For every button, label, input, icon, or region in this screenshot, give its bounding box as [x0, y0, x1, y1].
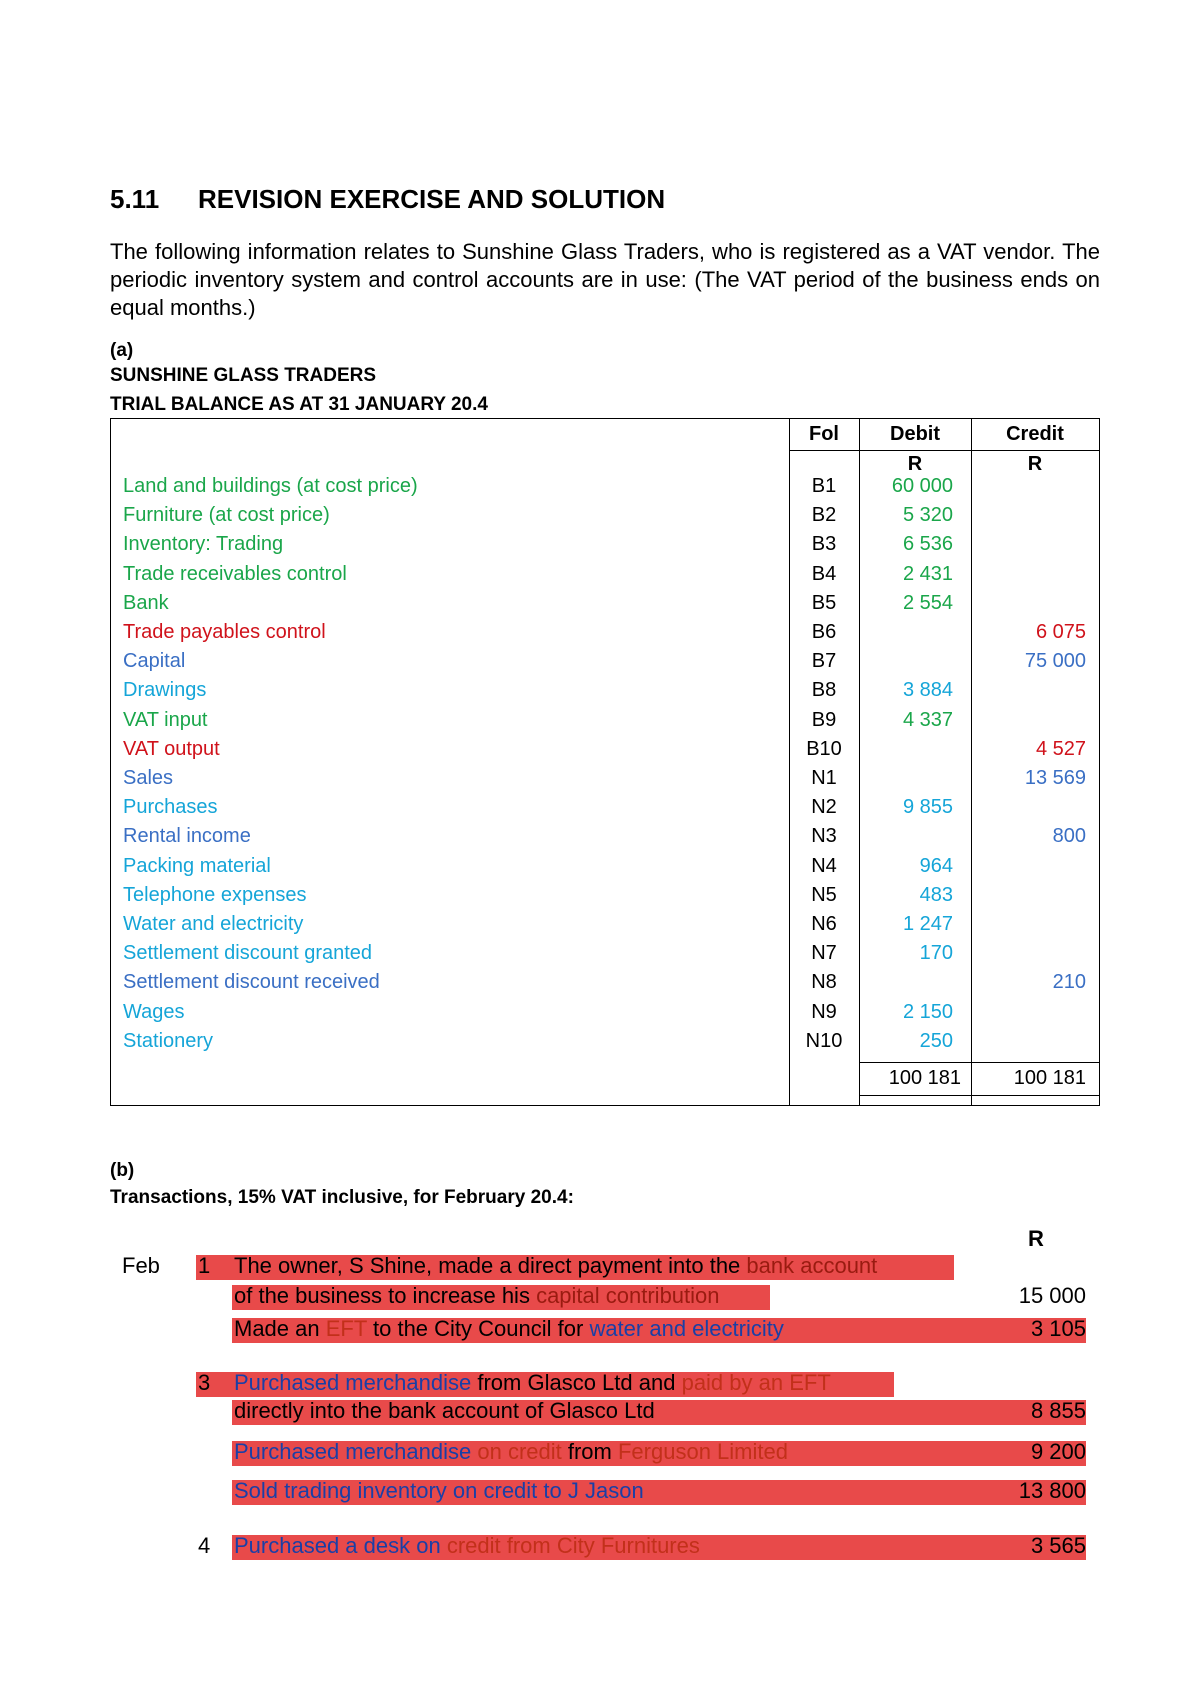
debit-amount: 964 — [919, 854, 953, 877]
folio: B1 — [811, 475, 837, 497]
debit-amount: 1 247 — [902, 913, 953, 935]
transaction-amount: 3 105 — [1030, 1316, 1086, 1341]
folio: N7 — [811, 942, 837, 965]
account-name: Stationery — [123, 1029, 214, 1052]
debit-amount: 2 150 — [902, 1000, 953, 1023]
account-name: Capital — [123, 650, 186, 673]
folio: N5 — [811, 883, 837, 906]
text-segment: on credit — [471, 1439, 562, 1464]
section-number: 5.11 — [110, 184, 160, 214]
debit-amount: 6 536 — [902, 533, 953, 556]
account-name: Trade payables control — [123, 621, 326, 643]
folio: B3 — [811, 533, 837, 556]
part-a-label: (a) — [110, 340, 134, 361]
account-name: VAT input — [123, 708, 208, 731]
transaction-text: directly into the bank account of Glasco Ltd — [234, 1398, 655, 1423]
amount-unit: R — [1028, 1226, 1044, 1251]
credit-amount: 13 569 — [1024, 767, 1086, 789]
debit-amount: 250 — [919, 1029, 953, 1052]
transaction-text — [234, 1253, 877, 1279]
trial-balance-row — [111, 563, 1101, 592]
text-segment: Purchased merchandise — [234, 1439, 472, 1464]
account-name: Water and electricity — [123, 913, 304, 935]
trial-balance-row — [111, 504, 1101, 533]
credit-unit: R — [1027, 453, 1043, 475]
folio: B9 — [811, 708, 837, 731]
transaction-amount: 9 200 — [1030, 1439, 1086, 1464]
trial-balance-row — [111, 650, 1101, 679]
trial-balance-row — [111, 942, 1101, 971]
header-fol: Fol — [809, 423, 839, 445]
transaction-text — [234, 1370, 831, 1396]
trial-balance-row — [111, 796, 1101, 825]
trial-balance-row — [111, 475, 1101, 504]
part-b-label: (b) — [110, 1160, 135, 1181]
text-segment: The owner, S Shine, made a direct payment into the — [234, 1253, 747, 1278]
account-name: Purchases — [123, 796, 218, 819]
text-segment: bank account — [746, 1253, 878, 1278]
transaction-amount: 13 800 — [1018, 1478, 1086, 1503]
trial-balance-row — [111, 767, 1101, 796]
trial-balance-row — [111, 533, 1101, 562]
text-segment: from — [561, 1439, 618, 1464]
transaction-text — [234, 1283, 720, 1309]
trial-balance-row — [111, 971, 1101, 1000]
debit-amount: 9 855 — [902, 796, 953, 819]
trial-balance-table — [110, 418, 1100, 1106]
debit-amount: 3 884 — [902, 679, 953, 702]
day-number: 4 — [198, 1533, 211, 1558]
transaction-amount: 15 000 — [1018, 1283, 1086, 1308]
trial-balance-row — [111, 884, 1101, 913]
debit-amount: 4 337 — [902, 708, 953, 731]
trial-balance-row — [111, 825, 1101, 854]
trial-balance-row — [111, 738, 1101, 767]
divider — [859, 1062, 1099, 1063]
transaction-text — [234, 1533, 700, 1559]
trial-balance-row — [111, 679, 1101, 708]
text-segment: water and electricity — [589, 1316, 784, 1341]
trial-balance-row — [111, 913, 1101, 942]
text-segment: Ferguson Limited — [617, 1439, 788, 1464]
folio: N4 — [811, 854, 837, 877]
account-name: Furniture (at cost price) — [123, 504, 330, 527]
account-name: Wages — [123, 1000, 185, 1023]
intro-paragraph: The following information relates to Sunshine Glass Traders, who is registered as a VAT vendor. The periodic inventory system and control accounts are in use: (The VAT period of the business ends on equal months.) — [110, 239, 1100, 320]
divider — [859, 1095, 1099, 1096]
trial-balance-row — [111, 1001, 1101, 1030]
account-name: Sales — [123, 767, 174, 789]
text-segment: paid by an EFT — [681, 1370, 831, 1395]
header-debit: Debit — [890, 423, 940, 445]
folio: N3 — [811, 825, 837, 848]
folio: N9 — [811, 1000, 837, 1023]
trial-balance-row — [111, 621, 1101, 650]
folio: B2 — [811, 504, 837, 527]
folio: B5 — [811, 591, 837, 614]
section-heading: REVISION EXERCISE AND SOLUTION — [198, 184, 666, 214]
trial-balance-heading: TRIAL BALANCE AS AT 31 JANUARY 20.4 — [110, 394, 488, 415]
account-name: Inventory: Trading — [123, 533, 284, 556]
company-name: SUNSHINE GLASS TRADERS — [110, 365, 377, 386]
folio: N2 — [811, 796, 837, 819]
transaction-amount: 8 855 — [1030, 1398, 1086, 1423]
account-name: Drawings — [123, 679, 207, 702]
debit-amount: 60 000 — [891, 475, 953, 497]
text-segment: Purchased merchandise — [234, 1370, 472, 1395]
account-name: Land and buildings (at cost price) — [123, 475, 418, 497]
total-debit: 100 181 — [888, 1067, 961, 1089]
debit-amount: 2 431 — [902, 562, 953, 585]
folio: B4 — [811, 562, 837, 585]
text-segment: credit from City Furnitures — [446, 1533, 700, 1558]
credit-amount: 75 000 — [1024, 650, 1086, 673]
trial-balance-row — [111, 592, 1101, 621]
trial-balance-row — [111, 1030, 1101, 1059]
trial-balance-row — [111, 709, 1101, 738]
folio: B8 — [811, 679, 837, 702]
text-segment: of the business to increase his — [234, 1283, 537, 1308]
folio: B6 — [811, 621, 837, 643]
account-name: Trade receivables control — [123, 562, 347, 585]
divider — [789, 450, 1099, 451]
section-title — [110, 184, 665, 215]
text-segment: to the City Council for — [366, 1316, 590, 1341]
account-name: Settlement discount granted — [123, 942, 373, 965]
folio: N8 — [811, 971, 837, 994]
text-segment: Made an — [234, 1316, 326, 1341]
debit-amount: 5 320 — [902, 504, 953, 527]
folio: B10 — [806, 737, 842, 760]
debit-unit: R — [907, 453, 923, 475]
day-number: 3 — [198, 1370, 211, 1395]
folio: N1 — [811, 767, 837, 789]
folio: N6 — [811, 913, 837, 935]
credit-amount: 800 — [1052, 825, 1086, 848]
credit-amount: 6 075 — [1035, 621, 1086, 643]
transaction-text: Sold trading inventory on credit to J Jason — [234, 1478, 644, 1503]
account-name: Packing material — [123, 854, 271, 877]
text-segment: capital contribution — [536, 1283, 720, 1308]
transaction-text — [234, 1316, 784, 1342]
month-label: Feb — [122, 1253, 160, 1278]
credit-amount: 210 — [1052, 971, 1086, 994]
text-segment: Purchased a desk on — [234, 1533, 447, 1558]
debit-amount: 2 554 — [902, 591, 953, 614]
text-segment: from Glasco Ltd and — [471, 1370, 682, 1395]
text-segment: EFT — [325, 1316, 367, 1341]
trial-balance-row — [111, 855, 1101, 884]
transactions-heading: Transactions, 15% VAT inclusive, for February 20.4: — [110, 1187, 574, 1208]
credit-amount: 4 527 — [1035, 737, 1086, 760]
account-name: Telephone expenses — [123, 883, 307, 906]
debit-amount: 483 — [919, 883, 953, 906]
folio: B7 — [811, 650, 837, 673]
transaction-text — [234, 1439, 788, 1465]
total-credit: 100 181 — [1013, 1067, 1086, 1089]
account-name: Settlement discount received — [123, 971, 380, 994]
folio: N10 — [805, 1029, 843, 1052]
debit-amount: 170 — [919, 942, 953, 965]
account-name: VAT output — [123, 737, 220, 760]
account-name: Bank — [123, 591, 169, 614]
header-credit: Credit — [1006, 423, 1064, 445]
account-name: Rental income — [123, 825, 251, 848]
day-number: 1 — [198, 1253, 211, 1278]
transaction-amount: 3 565 — [1030, 1533, 1086, 1558]
